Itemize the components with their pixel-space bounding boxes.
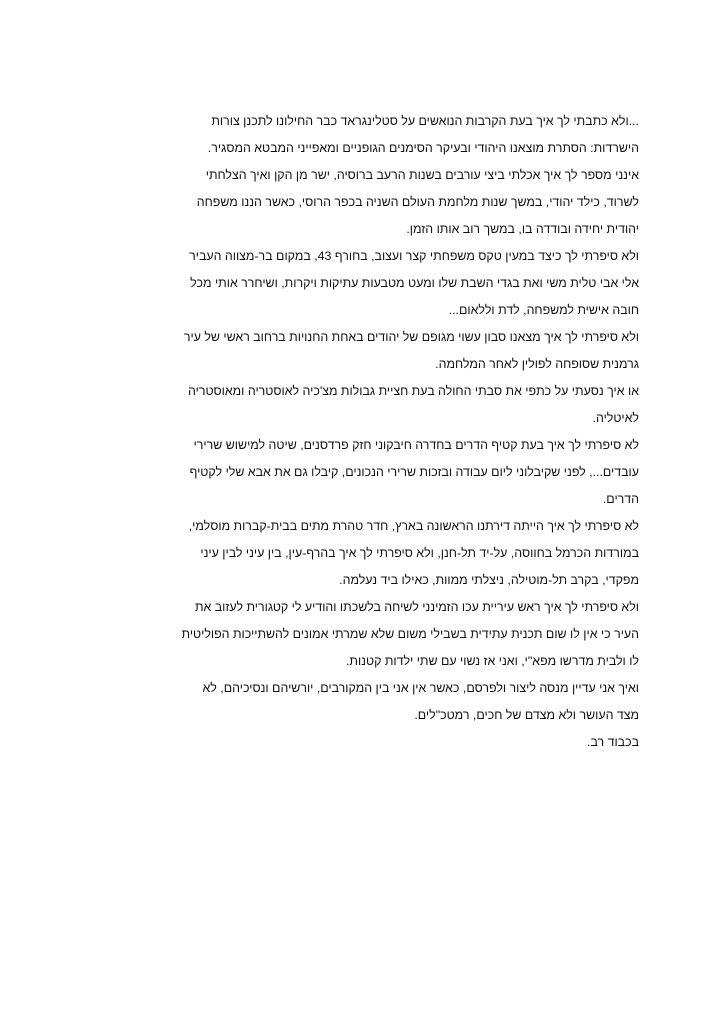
text-line: הישרדות: הסתרת מוצאנו היהודי ובעיקר הסימנים הגופניים ומאפייני המבטא המסגיר. bbox=[207, 141, 639, 155]
text-line: ולא סיפרתי לך איך מצאנו סבון עשוי מגופם של יהודים באחת החנויות ברחוב ראשי של עיר bbox=[183, 330, 639, 344]
signoff-line: בכבוד רב. bbox=[587, 735, 639, 749]
text-line: עובדים..., לפני שקיבלוני ליום עבודה ובזכות שרירי הנכונים, קיבלו גם את אבא שלי לקטיף bbox=[189, 465, 639, 479]
text-line: יהודית יחידה ובודדה בו, במשך רוב אותו הזמן. bbox=[406, 222, 639, 236]
text-line: העיר כי אין לו שום תכנית עתידית בשבילי משום שלא שמרתי אמונים להשתייכות הפוליטית bbox=[181, 627, 639, 641]
text-line: אינני מספר לך איך אכלתי ביצי עורבים בשנות הרעב ברוסיה, ישר מן הקן ואיך הצלחתי bbox=[205, 168, 639, 182]
text-line: חובה אישית למשפחה, לדת וללאום... bbox=[448, 303, 639, 317]
letter-body bbox=[160, 108, 639, 756]
text-line: מפקדי, בקרב תל-מוטילה, ניצלתי ממוות, כאילו ביד נעלמה. bbox=[339, 573, 639, 587]
text-line: לו ולבית מדרשו מפא"י, ואני אז נשוי עם שתי ילדות קטנות. bbox=[345, 654, 639, 668]
text-line: במורדות הכרמל בחווסה, על-יד תל-חנן, ולא סיפרתי לך איך בהרף-עין, בין עיני לבין עיני bbox=[200, 546, 639, 560]
text-line: ולא סיפרתי לך איך ראש עיריית עכו הזמינני לשיחה בלשכתו והודיע לי קטגורית לעזוב את bbox=[194, 600, 639, 614]
text-line: הדרים. bbox=[602, 492, 639, 506]
text-line: גרמנית שסופחה לפולין לאחר המלחמה. bbox=[435, 357, 639, 371]
text-line: ואיך אני עדיין מנסה ליצור ולפרסם, כאשר אין אני בין המקורבים, יורשיהם ונסיכיהם, לא bbox=[202, 681, 639, 695]
text-line: ...ולא כתבתי לך איך בעת הקרבות הנואשים על סטלינגראד כבר החילונו לתכנן צורות bbox=[211, 114, 639, 128]
text-line: או איך נסעתי על כתפי את סבתי החולה בעת חציית גבולות מצ'כיה לאוסטריה ומאוסטריה bbox=[188, 384, 639, 398]
text-line: מצד העושר ולא מצדם של חכים, רמטכ"לים. bbox=[414, 708, 639, 722]
text-line: לא סיפרתי לך איך בעת קטיף הדרים בחדרה חיבקוני חזק פרדסנים, שיטה למישוש שרירי bbox=[193, 438, 639, 452]
text-line: לא סיפרתי לך איך הייתה דירתנו הראשונה בארץ, חדר טהרת מתים בבית-קברות מוסלמי, bbox=[188, 519, 639, 533]
text-line: לשרוד, כילד יהודי, במשך שנות מלחמת העולם השניה בכפר הרוסי, כאשר הננו משפחה bbox=[196, 195, 639, 209]
text-line: ולא סיפרתי לך כיצד במעין טקס משפחתי קצר ועצוב, בחורף 43, במקום בר-מצווה העביר bbox=[189, 249, 639, 263]
text-line: לאיטליה. bbox=[592, 411, 639, 425]
text-line: אלי אבי טלית משי ואת בגדי השבת שלו ומעט מטבעות עתיקות ויקרות, ושיחרר אותי מכל bbox=[190, 276, 639, 290]
